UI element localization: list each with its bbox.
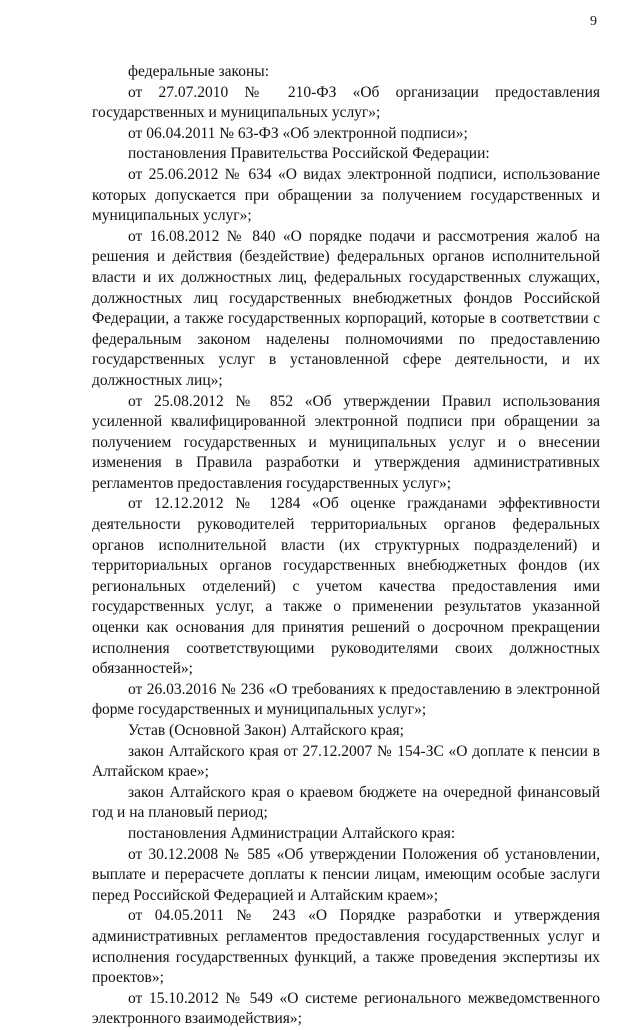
paragraph-decree-840: от 16.08.2012 № 840 «О порядке подачи и рассмотрения жалоб на решения и действия (бездействие) федеральных органов исполнительной власти и их должностных лиц, федеральных государственных служащих, должностных лиц государственных внебюджетных фондов Российской Федерации, а также государственных корпораций, которые в соответствии с федеральным законом наделены полномочиями по предоставлению государственных услуг в установленной сфере деятельности, и их должностных лиц»; <box>92 227 600 389</box>
paragraph-decree-852: от 25.08.2012 № 852 «Об утверждении Правил использования усиленной квалифицированной электронной подписи при обращении за получением государственных и муниципальных услуг и о внесении изменения в Правила разработки и утверждения административных регламентов предоставления государственных услуг»; <box>92 392 600 492</box>
paragraph-altai-decree-585: от 30.12.2008 № 585 «Об утверждении Положения об установлении, выплате и перерасчете доплаты к пенсии лицам, имеющим особые заслуги перед Российской Федерацией и Алтайским краем»; <box>92 845 600 904</box>
document-body <box>92 62 600 1030</box>
paragraph-altai-administration-heading: постановления Администрации Алтайского края: <box>128 824 456 842</box>
paragraph-law-63-fz: от 06.04.2011 № 63-ФЗ «Об электронной подписи»; <box>128 124 468 142</box>
paragraph-law-210-fz: от 27.07.2010 № 210-ФЗ «Об организации предоставления государственных и муниципальных услуг»; <box>92 83 600 122</box>
paragraph-altai-decree-549: от 15.10.2012 № 549 «О системе регионального межведомственного электронного взаимодействия»; <box>92 989 600 1028</box>
paragraph-altai-charter: Устав (Основной Закон) Алтайского края; <box>128 722 404 739</box>
paragraph-altai-decree-243: от 04.05.2011 № 243 «О Порядке разработки и утверждения административных регламентов предоставления государственных услуг и исполнения государственных функций, а также проведения экспертизы их проектов»; <box>92 907 600 987</box>
paragraph-decree-1284: от 12.12.2012 № 1284 «Об оценке гражданами эффективности деятельности руководителей территориальных органов федеральных органов исполнительной власти (их структурных подразделений) и территориальных органов государственных внебюджетных фондов (их региональных отделений) с учетом качества предоставления ими государственных услуг, а также о применении результатов указанной оценки как основания для принятия решений о досрочном прекращении исполнения соответствующими руководителями своих должностных обязанностей»; <box>92 495 600 678</box>
paragraph-decree-634: от 25.06.2012 № 634 «О видах электронной подписи, использование которых допускается при обращении за получением государственных и муниципальных услуг»; <box>92 165 600 225</box>
paragraph-altai-budget-law: закон Алтайского края о краевом бюджете на очередной финансовый год и на плановый период; <box>92 783 600 822</box>
paragraph-federal-laws-heading: федеральные законы: <box>128 63 270 80</box>
paragraph-altai-law-154-zs: закон Алтайского края от 27.12.2007 № 154-ЗС «О доплате к пенсии в Алтайском крае»; <box>92 742 600 781</box>
paragraph-decree-236: от 26.03.2016 № 236 «О требованиях к предоставлению в электронной форме государственных и муниципальных услуг»; <box>92 680 600 719</box>
page-number: 9 <box>590 14 597 29</box>
paragraph-government-decrees-heading: постановления Правительства Российской Федерации: <box>128 145 490 163</box>
